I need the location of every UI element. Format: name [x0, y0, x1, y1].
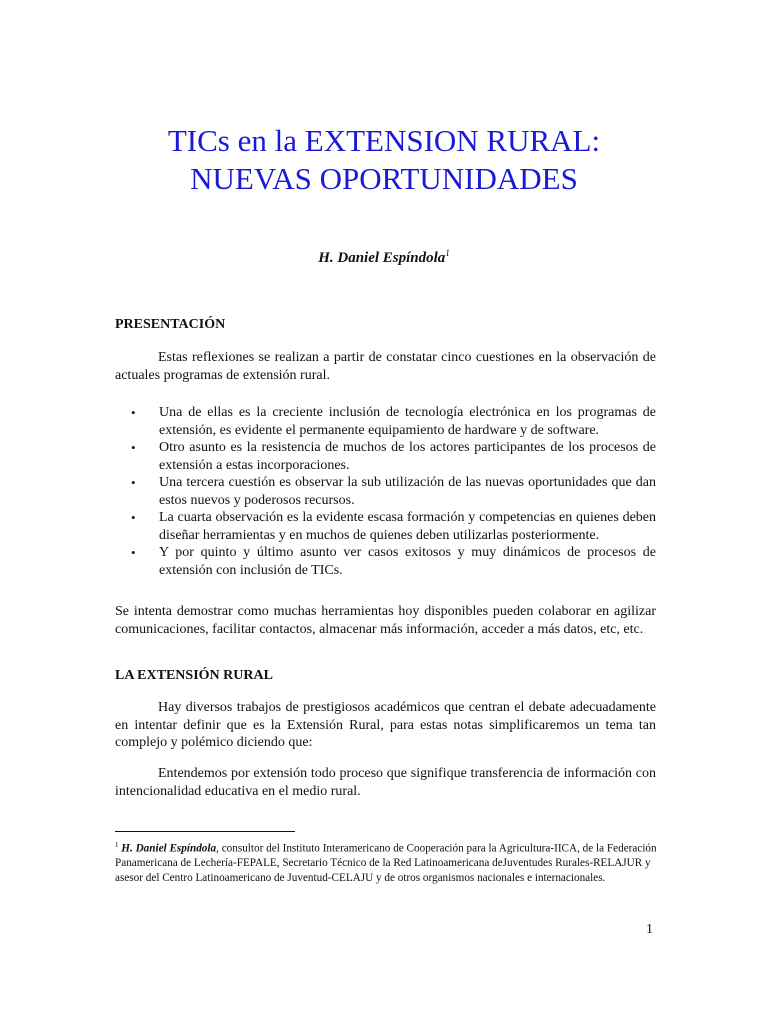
bullet-icon: • — [131, 545, 136, 560]
footnote-author-name: H. Daniel Espíndola — [121, 842, 217, 855]
list-item-text: La cuarta observación es la evidente escasa formación y competencias en quienes deben diseñar herramientas y en muchos de quienes deben utilizarlas posteriormente. — [159, 510, 656, 543]
title-line-2: NUEVAS OPORTUNIDADES — [190, 161, 578, 196]
list-item — [115, 439, 656, 474]
page-number: 1 — [646, 922, 653, 937]
paragraph-extension-2: Entendemos por extensión todo proceso que signifique transferencia de información con intencionalidad educativa en el medio rural. — [115, 766, 656, 799]
list-item — [115, 509, 656, 544]
list-item — [115, 544, 656, 579]
footnote-divider — [115, 831, 295, 832]
author-line — [0, 248, 768, 267]
paragraph-intro: Estas reflexiones se realizan a partir de constatar cinco cuestiones en la observación de actuales programas de extensión rural. — [115, 350, 656, 383]
list-item-text: Una tercera cuestión es observar la sub utilización de las nuevas oportunidades que dan estos nuevos y poderosos recursos. — [159, 475, 656, 508]
section-heading-presentacion: PRESENTACIÓN — [115, 317, 226, 332]
footnote — [115, 838, 660, 885]
bullet-list — [115, 404, 656, 579]
bullet-icon: • — [131, 440, 136, 455]
footnote-mark: 1 — [115, 841, 119, 849]
document-title — [0, 122, 768, 198]
list-item-text: Otro asunto es la resistencia de muchos de los actores participantes de los procesos de extensión a estas incorporaciones. — [159, 440, 656, 473]
author-name: H. Daniel Espíndola — [318, 250, 446, 266]
paragraph-extension-1: Hay diversos trabajos de prestigiosos académicos que centran el debate adecuadamente en intentar definir que es la Extensión Rural, para estas notas simplificaremos un tema tan complejo y polémico diciendo que: — [115, 700, 656, 750]
bullet-icon: • — [131, 510, 136, 525]
title-line-1: TICs en la EXTENSION RURAL: — [167, 123, 601, 158]
paragraph-closing: Se intenta demostrar como muchas herramientas hoy disponibles pueden colaborar en agilizar comunicaciones, facilitar contactos, almacenar más información, acceder a más datos, etc, etc. — [115, 604, 656, 637]
list-item-text: Una de ellas es la creciente inclusión de tecnología electrónica en los programas de extensión, es evidente el permanente equipamiento de hardware y de software. — [159, 405, 656, 438]
list-item — [115, 404, 656, 439]
footnote-text: , consultor del Instituto Interamericano de Cooperación para la Agricultura-IICA, de la Federación Panamericana de Lechería-FEPALE, Secretario Técnico de la Red Latinoamericana deJuventudes Rurales-RELAJUR y asesor del Centro Latinoamericano de Juventud-CELAJU y de otros organismos nacionales e internacionales. — [115, 842, 657, 884]
list-item — [115, 474, 656, 509]
list-item-text: Y por quinto y último asunto ver casos exitosos y muy dinámicos de procesos de extensión con inclusión de TICs. — [159, 545, 656, 578]
author-footnote-mark[interactable]: 1 — [445, 248, 450, 258]
bullet-icon: • — [131, 475, 136, 490]
section-heading-extension-rural: LA EXTENSIÓN RURAL — [115, 668, 273, 683]
bullet-icon: • — [131, 405, 136, 420]
